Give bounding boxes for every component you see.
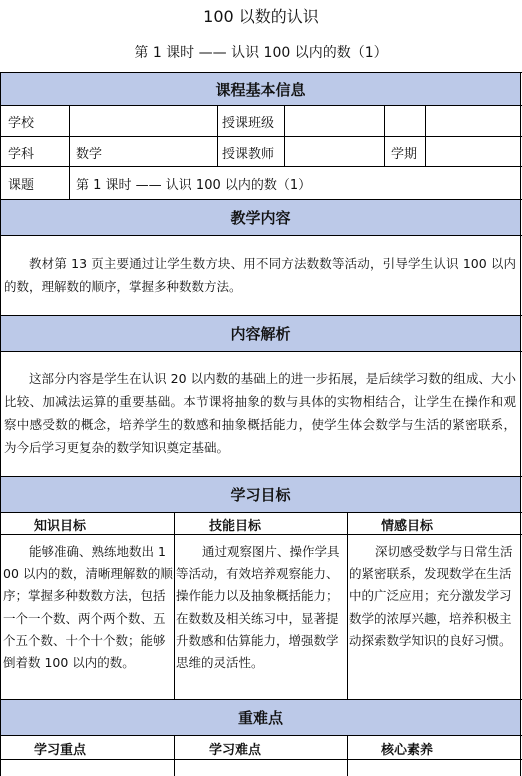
teacher-label: 授课教师: [222, 147, 275, 162]
col-divider: [347, 512, 348, 699]
school-label: 学校: [8, 116, 35, 131]
goal-header-skill: 技能目标: [208, 519, 261, 534]
row-divider: [0, 351, 522, 352]
row-divider: [0, 199, 522, 200]
row-divider: [0, 136, 522, 137]
row-divider: [0, 699, 522, 700]
subject-value: 数学: [76, 147, 103, 162]
topic-label: 课题: [8, 178, 35, 193]
goal-emotion-text: 深切感受数学与日常生活的紧密联系，发现数学在生活中的广泛应用；充分激发学习数学的浓厚兴趣，培养积极主动探索数学知识的良好习惯。: [349, 544, 513, 648]
table-border-top: [0, 72, 522, 73]
key-header-focus: 学习重点: [33, 743, 86, 758]
col-divider: [174, 512, 175, 699]
col-divider: [217, 105, 218, 166]
class-label: 授课班级: [222, 116, 275, 131]
goal-knowledge-text: 能够准确、熟练地数出 100 以内的数，清晰理解数的顺序；掌握多种数数方法，包括一个一个数、两个两个数、五个五个数、十个十个数；能够倒着数 100 以内的数。: [3, 544, 173, 671]
table-border-left: [0, 72, 1, 776]
subject-label: 学科: [8, 147, 35, 162]
col-divider: [384, 105, 385, 166]
section-teaching-content: 教学内容: [1, 200, 520, 235]
key-header-difficulty: 学习难点: [208, 743, 261, 758]
document-title: 100 以数的认识: [203, 7, 319, 26]
section-content-analysis: 内容解析: [1, 316, 520, 351]
key-header-core-literacy: 核心素养: [380, 743, 433, 758]
section-course-info: 课程基本信息: [1, 73, 520, 105]
teaching-content-text: 教材第 13 页主要通过让学生数方块、用不同方法数数等活动，引导学生认识 100 以内的数，理解数的顺序，掌握多种数数方法。: [4, 256, 516, 294]
row-divider: [0, 759, 522, 760]
row-divider: [0, 166, 522, 167]
col-divider: [284, 105, 285, 166]
goal-skill-text: 通过观察图片、操作学具等活动，有效培养观察能力、操作能力以及抽象概括能力；在数数及相关练习中，显著提升数感和估算能力，增强数学思维的灵活性。: [176, 544, 340, 671]
row-divider: [0, 315, 522, 316]
goal-header-knowledge: 知识目标: [33, 519, 86, 534]
goal-header-emotion: 情感目标: [380, 519, 433, 534]
row-divider: [0, 235, 522, 236]
row-divider: [0, 512, 522, 513]
col-divider: [69, 105, 70, 199]
table-border-right: [520, 72, 521, 776]
row-divider: [0, 105, 522, 106]
document-subtitle: 第 1 课时 —— 认识 100 以内的数（1）: [134, 45, 388, 61]
row-divider: [0, 735, 522, 736]
content-analysis-text: 这部分内容是学生在认识 20 以内数的基础上的进一步拓展，是后续学习数的组成、大小比较、加减法运算的重要基础。本节课将抽象的数与具体的实物相结合，让学生在操作和观察中感受数的概念，培养学生的数感和抽象概括能力，使学生体会数学与生活的紧密联系，为今后学习更复杂的数学知识奠定基础。: [4, 371, 516, 455]
term-label: 学期: [391, 147, 418, 162]
row-divider: [0, 476, 522, 477]
row-divider: [0, 534, 522, 535]
topic-value: 第 1 课时 —— 认识 100 以内的数（1）: [76, 178, 312, 193]
section-key-difficult-points: 重难点: [1, 700, 520, 735]
section-learning-goals: 学习目标: [1, 477, 520, 512]
col-divider: [425, 105, 426, 166]
